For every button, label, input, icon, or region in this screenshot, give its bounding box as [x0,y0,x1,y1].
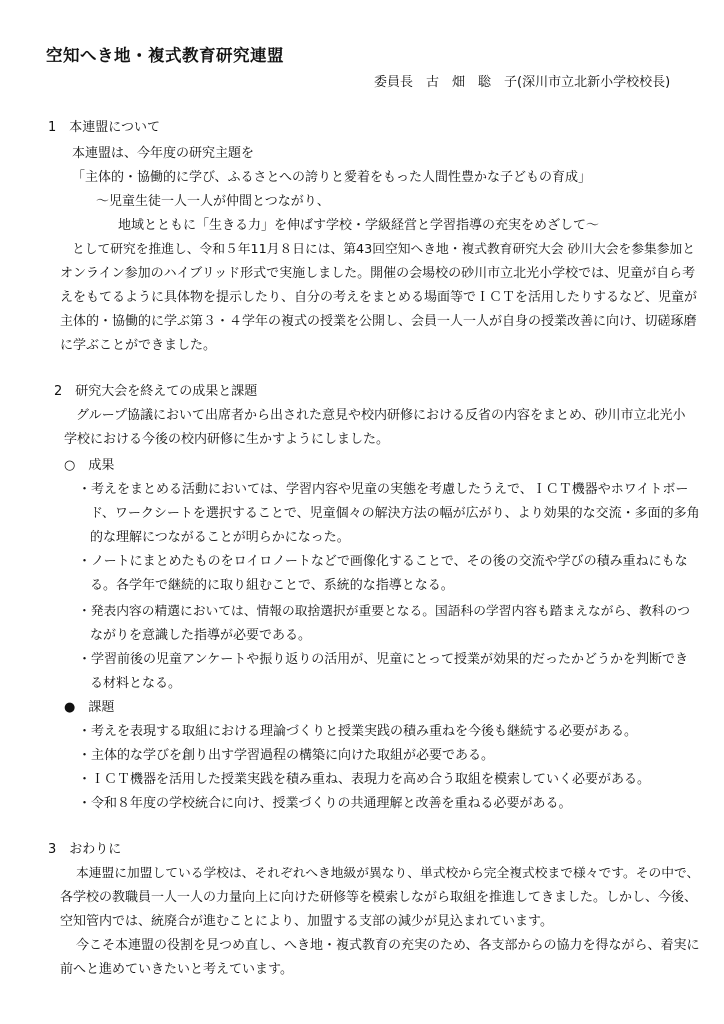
section-3-line: 前へと進めていきたいと考えています。 [60,962,293,977]
result-item-line: ・学習前後の児童アンケートや振り返りの活用が、児童にとって授業が効果的だったかどうかを判断でき [78,652,688,667]
section-3-line: 空知管内では、統廃合が進むことにより、加盟する支部の減少が見込まれています。 [60,914,553,929]
section-1-line: 「主体的・協働的に学び、ふるさとへの誇りと愛着をもった人間性豊かな子どもの育成」 [72,170,591,185]
section-3-line: 本連盟に加盟している学校は、それぞれへき地級が異なり、単式校から完全複式校まで様々です。その中で、 [76,866,700,881]
result-item-line: ド、ワークシートを選択することで、児童個々の解決方法の幅が広がり、より効果的な交流・多面的多角 [90,506,700,521]
section-3-line: 各学校の教職員一人一人の力量向上に向けた研修等を模索しながら取組を推進してきました。しかし、今後、 [60,890,698,905]
result-item-line: る材料となる。 [90,676,182,691]
issue-item-line: ・考えを表現する取組における理論づくりと授業実践の積み重ねを今後も継続する必要がある。 [78,724,638,739]
section-1-line: 本連盟は、今年度の研究主題を [72,146,255,161]
section-1-line: えをもてるように具体物を提示したり、自分の考えをまとめる場面等でＩＣＴを活用したりするなど、児童が [60,290,698,305]
result-item-line: ・考えをまとめる活動においては、学習内容や児童の実態を考慮したうえで、ＩＣＴ機器やホワイトボー [78,482,689,497]
section-1-line: ～児童生徒一人一人が仲間とつながり、 [96,194,330,209]
result-item-line: 的な理解につながることが明らかになった。 [90,530,350,545]
result-item-line: ・ノートにまとめたものをロイロノートなどで画像化することで、その後の交流や学びの積み重ねにもな [78,554,688,569]
issues-heading: ● 課題 [64,700,115,715]
section-3-line: 今こそ本連盟の役割を見つめ直し、へき地・複式教育の充実のため、各支部からの協力を得ながら、着実に [76,938,700,953]
result-item-line: ・発表内容の精選においては、情報の取捨選択が重要となる。国語科の学習内容も踏まえながら、教科のつ [78,604,690,619]
section-1-line: に学ぶことができました。 [60,338,217,353]
issue-item-line: ・主体的な学びを創り出す学習過程の構築に向けた取組が必要である。 [78,748,495,763]
section-1-heading: 1 本連盟について [48,120,161,135]
issue-item-line: ・ＩＣＴ機器を活用した授業実践を積み重ね、表現力を高め合う取組を模索していく必要がある。 [78,772,651,787]
document-title: 空知へき地・複式教育研究連盟 [46,46,284,65]
section-1-line: 地域とともに「生きる力」を伸ばす学校・学級経営と学習指導の充実をめざして～ [118,218,600,233]
results-heading: ○ 成果 [64,458,115,473]
issue-item-line: ・令和８年度の学校統合に向け、授業づくりの共通理解と改善を重ねる必要がある。 [78,796,572,811]
section-3-heading: 3 おわりに [48,842,122,857]
section-1-line: 主体的・協働的に学ぶ第３・４学年の複式の授業を公開し、会員一人一人が自身の授業改善に向け、切磋琢磨 [60,314,697,329]
result-item-line: ながりを意識した指導が必要である。 [90,628,312,643]
section-2-intro-line: グループ協議において出席者から出された意見や校内研修における反省の内容をまとめ、砂川市立北光小 [76,408,686,423]
section-1-line: として研究を推進し、令和５年11月８日には、第43回空知へき地・複式教育研究大会 砂川大会を参集参加と [72,242,695,257]
section-2-heading: 2 研究大会を終えての成果と課題 [54,384,258,399]
section-2-intro-line: 学校における今後の校内研修に生かすようにしました。 [64,432,390,447]
section-1-line: オンライン参加のハイブリッド形式で実施しました。開催の会場校の砂川市立北光小学校では、児童が自ら考 [60,266,696,281]
result-item-line: る。各学年で継続的に取り組むことで、系統的な指導となる。 [90,578,454,593]
author-line: 委員長 古 畑 聡 子(深川市立北新小学校校長) [374,75,671,90]
